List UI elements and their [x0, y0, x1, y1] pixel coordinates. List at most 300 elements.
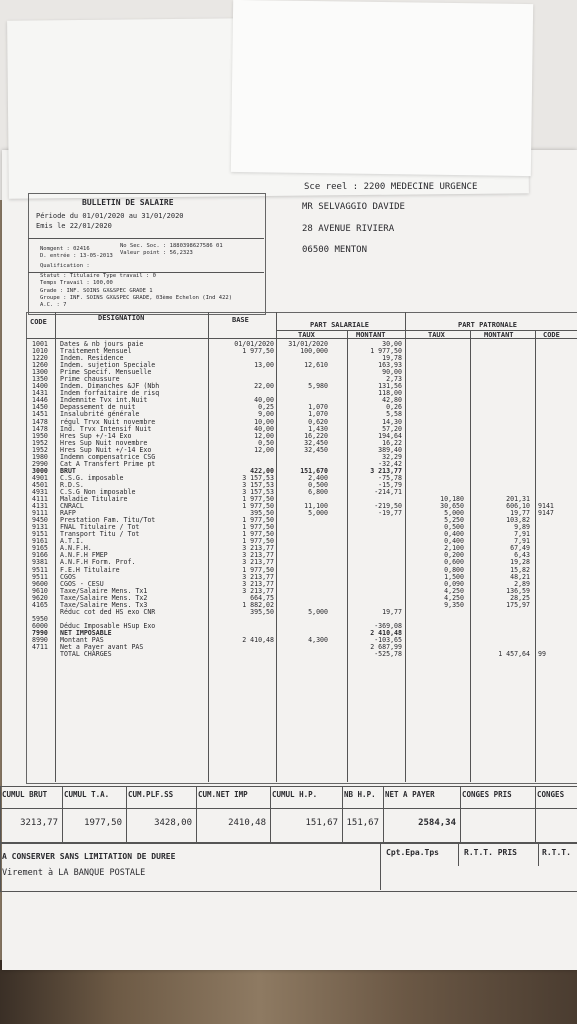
code_pat-cell: [538, 623, 576, 630]
codes-cell: 9600: [32, 579, 48, 588]
montant_sal-cell: 0,26: [386, 403, 402, 412]
bases-cell: 2 410,48: [242, 635, 274, 644]
bases-cell: 1 977,50: [242, 523, 274, 532]
code_pat-cell: [538, 524, 576, 531]
bases-cell: [210, 651, 274, 658]
designations-cell: Traitement Mensuel: [60, 347, 132, 356]
montant_pat-cell: 48,21: [510, 572, 530, 581]
montant_pat-cell: [472, 383, 530, 390]
montant_sal-cell: 30,00: [382, 340, 402, 348]
taux_sal-cell: 16,220: [304, 431, 328, 440]
total-value: 151,67: [346, 818, 379, 828]
period-text: Période du 01/01/2020 au 31/01/2020: [36, 212, 184, 220]
codes-cell: 4711: [32, 643, 48, 652]
taux_pat-cell: [408, 426, 464, 433]
designations-cell: TOTAL CHARGES: [60, 650, 112, 659]
montant_pat-cell: [472, 630, 530, 637]
designations-cell: Indem. Dimanches &JF (Nbh: [60, 382, 160, 391]
codes-cell: 9111: [32, 509, 48, 518]
montant_pat-cell: [472, 637, 530, 644]
montant-patronal-column: [472, 341, 530, 658]
codes-cell: 9381: [32, 558, 48, 567]
montant_pat-cell: [472, 447, 530, 454]
designations-cell: CGOS: [60, 572, 76, 581]
designations-cell: Prime Specif. Mensuelle: [60, 368, 152, 377]
montant_pat-cell: [472, 404, 530, 411]
bases-cell: 422,00: [250, 466, 274, 475]
montant_pat-cell: [472, 461, 530, 468]
designations-cell: Indemnite Tvx int.Nuit: [60, 396, 148, 405]
col-line: [405, 312, 406, 782]
codes-cell: 4131: [32, 502, 48, 511]
designations-cell: C.S.G. imposable: [60, 473, 124, 482]
montant_pat-cell: 175,97: [506, 600, 530, 609]
service-text: Sce reel : 2200 MEDECINE URGENCE: [304, 182, 478, 192]
montant_pat-cell: 2,89: [514, 579, 530, 588]
montant_sal-cell: 1 977,50: [370, 347, 402, 356]
taux_sal-cell: 12,610: [304, 361, 328, 370]
codes-cell: 4931: [32, 487, 48, 496]
designations-cell: Cat A Transfert Prime pt: [60, 459, 156, 468]
taux_pat-cell: [408, 397, 464, 404]
bases-cell: 1 977,50: [242, 530, 274, 539]
total-label: NET A PAYER: [385, 790, 435, 799]
codes-cell: 1431: [32, 389, 48, 398]
col-line: [535, 330, 536, 782]
total-value: 1977,50: [84, 818, 122, 828]
montant_pat-cell: [472, 355, 530, 362]
groupe: Groupe : INF. SOINS GX&SPEC GRADE, 03ème Echelon (Ind 422): [40, 295, 233, 301]
col-header-base: BASE: [232, 316, 249, 324]
code_pat-cell: [538, 426, 576, 433]
montant_sal-cell: [350, 545, 402, 552]
montant_pat-cell: [472, 376, 530, 383]
montant_pat-cell: [472, 348, 530, 355]
code_pat-cell: [538, 538, 576, 545]
col-line: [55, 312, 56, 782]
codes-cell: 1450: [32, 403, 48, 412]
designations-cell: Prestation Fam. Titu/Tot: [60, 516, 156, 525]
designations-cell: Dates & nb jours paie: [60, 340, 144, 348]
codes-cell: 1400: [32, 382, 48, 391]
code_pat-cell: [538, 595, 576, 602]
taux_sal-cell: 11,100: [304, 502, 328, 511]
total-label: CUM.NET IMP: [198, 790, 248, 799]
code_pat-cell: [538, 581, 576, 588]
taux_sal-cell: 32,450: [304, 438, 328, 447]
bases-cell: [210, 369, 274, 376]
codes-cell: 9151: [32, 530, 48, 539]
codes-cell: 6000: [32, 621, 48, 630]
montant_sal-cell: -32,42: [378, 459, 402, 468]
designations-cell: Indem forfaitaire de risq: [60, 389, 160, 398]
total-label: CUMUL H.P.: [272, 790, 318, 799]
designations-cell: CGOS - CESU: [60, 579, 104, 588]
code_pat-cell: [538, 616, 576, 623]
montant_sal-cell: 19,78: [382, 354, 402, 363]
montant_sal-cell: 2 410,48: [370, 628, 402, 637]
designations-cell: R.D.S.: [60, 480, 84, 489]
taux_sal-cell: [278, 651, 328, 658]
montant_sal-cell: 2,73: [386, 375, 402, 384]
temps-travail: Temps Travail : 100,00: [40, 280, 113, 286]
taux_pat-cell: 0,400: [444, 530, 464, 539]
address-line: 28 AVENUE RIVIERA: [302, 224, 395, 234]
codes-cell: 4901: [32, 473, 48, 482]
designations-cell: Réduc cot ded HS exo CNR: [60, 607, 156, 616]
designations-cell: CNRACL: [60, 502, 84, 511]
taux_sal-cell: [278, 552, 328, 559]
montant_pat-cell: 606,10: [506, 502, 530, 511]
code_pat-cell: [538, 355, 576, 362]
montant_pat-cell: [472, 411, 530, 418]
code_pat-cell: 9141: [538, 502, 554, 511]
taux_pat-cell: [408, 447, 464, 454]
col-header-taux-pat: TAUX: [428, 331, 445, 339]
designations-cell: Montant PAS: [60, 635, 104, 644]
designations-cell: Indem. sujetion Speciale: [60, 361, 156, 370]
montant_pat-cell: 67,49: [510, 544, 530, 553]
taux_pat-cell: [408, 376, 464, 383]
code_pat-cell: [538, 482, 576, 489]
taux_pat-cell: [408, 341, 464, 348]
designations-cell: C.S.G Non imposable: [60, 487, 136, 496]
bases-cell: 3 213,77: [242, 551, 274, 560]
codes-cell: 9166: [32, 551, 48, 560]
taux_sal-cell: [278, 524, 328, 531]
bases-cell: 01/01/2020: [234, 340, 274, 348]
taux_sal-cell: [278, 531, 328, 538]
code_pat-cell: [538, 433, 576, 440]
montant_pat-cell: [472, 468, 530, 475]
bases-cell: 3 213,77: [242, 558, 274, 567]
totals-col-line: [460, 786, 461, 842]
codes-cell: 1350: [32, 375, 48, 384]
montant_sal-cell: 19,77: [382, 607, 402, 616]
taux_pat-cell: 10,180: [440, 495, 464, 504]
grade: Grade : INF. SOINS GX&SPEC GRADE 1: [40, 288, 153, 294]
taux_sal-cell: 31/01/2020: [288, 340, 328, 348]
code-column: [32, 341, 54, 651]
taux_sal-cell: 0,500: [308, 480, 328, 489]
bases-cell: 1 977,50: [242, 502, 274, 511]
rtt-pris-text: R.T.T. PRIS: [464, 848, 517, 857]
designations-cell: Taxe/Salaire Mens. Tx2: [60, 593, 148, 602]
montant_pat-cell: [472, 433, 530, 440]
sub-header-line: [276, 330, 577, 331]
taux_sal-cell: 0,620: [308, 417, 328, 426]
taux_sal-cell: [278, 454, 328, 461]
totals-col-line: [383, 786, 384, 842]
taux_sal-cell: 2,400: [308, 473, 328, 482]
taux_pat-cell: 0,090: [444, 579, 464, 588]
bases-cell: 395,50: [250, 509, 274, 518]
montant_pat-cell: [472, 397, 530, 404]
taux_pat-cell: [408, 362, 464, 369]
montant_sal-cell: 131,56: [378, 382, 402, 391]
code_pat-cell: [538, 489, 576, 496]
total-value: 2584,34: [418, 818, 456, 828]
codes-cell: 1980: [32, 452, 48, 461]
taux_sal-cell: 6,800: [308, 487, 328, 496]
taux_sal-cell: 100,000: [300, 347, 328, 356]
total-label: CUMUL T.A.: [64, 790, 110, 799]
total-label: CONGES PRIS: [462, 790, 512, 799]
taux_sal-cell: [278, 538, 328, 545]
designations-cell: Transport Titu / Tot: [60, 530, 140, 539]
bases-cell: 3 157,53: [242, 487, 274, 496]
taux-salarial-column: [278, 341, 328, 658]
totals-col-line: [196, 786, 197, 842]
total-value: 151,67: [305, 818, 338, 828]
taux_pat-cell: [408, 461, 464, 468]
montant_pat-cell: [472, 454, 530, 461]
bases-cell: [210, 623, 274, 630]
code_pat-cell: [538, 609, 576, 616]
montant_sal-cell: 194,64: [378, 431, 402, 440]
codes-cell: 1952: [32, 445, 48, 454]
designations-cell: Insalubrité générale: [60, 410, 140, 419]
payslip-title: BULLETIN DE SALAIRE: [82, 198, 174, 207]
taux_pat-cell: 0,500: [444, 523, 464, 532]
designations-cell: A.N.F.H FMEP: [60, 551, 108, 560]
montant_pat-cell: 19,28: [510, 558, 530, 567]
code_pat-cell: [538, 552, 576, 559]
codes-cell: 4111: [32, 495, 48, 504]
montant_sal-cell: 2 687,99: [370, 643, 402, 652]
taux_sal-cell: 4,300: [308, 635, 328, 644]
montant_pat-cell: 28,25: [510, 593, 530, 602]
bases-cell: 395,50: [250, 607, 274, 616]
code_pat-cell: [538, 637, 576, 644]
montant_pat-cell: 6,43: [514, 551, 530, 560]
bases-cell: [210, 644, 274, 651]
montant_sal-cell: [350, 595, 402, 602]
designations-cell: Maladie Titulaire: [60, 495, 128, 504]
bases-cell: 0,25: [258, 403, 274, 412]
codes-cell: 9161: [32, 537, 48, 546]
total-label: CUM.PLF.SS: [128, 790, 174, 799]
qualification: Qualification :: [40, 263, 90, 269]
code_pat-cell: [538, 545, 576, 552]
designations-cell: NET IMPOSABLE: [60, 628, 112, 637]
bases-cell: [210, 616, 274, 623]
taux_pat-cell: [408, 651, 464, 658]
taux_pat-cell: 0,400: [444, 537, 464, 546]
taux_sal-cell: [278, 595, 328, 602]
taux_pat-cell: [408, 644, 464, 651]
taux_pat-cell: [408, 454, 464, 461]
bases-cell: 12,00: [254, 445, 274, 454]
codes-cell: 8990: [32, 635, 48, 644]
taux_sal-cell: 5,000: [308, 607, 328, 616]
montant_sal-cell: -15,79: [378, 480, 402, 489]
codes-cell: 1446: [32, 396, 48, 405]
taux_sal-cell: 1,430: [308, 424, 328, 433]
codes-cell: 9511: [32, 572, 48, 581]
designations-cell: régul Trvx Nuit novembre: [60, 417, 156, 426]
conserver-text: A CONSERVER SANS LIMITATION DE DUREE: [2, 852, 176, 861]
montant_pat-cell: [472, 609, 530, 616]
montant_pat-cell: 136,59: [506, 586, 530, 595]
code_pat-cell: [538, 461, 576, 468]
montant_pat-cell: [472, 390, 530, 397]
bases-cell: 1 882,02: [242, 600, 274, 609]
footer-divider: [538, 842, 539, 866]
code_pat-cell: [538, 404, 576, 411]
taux_pat-cell: [408, 468, 464, 475]
code_pat-cell: [538, 468, 576, 475]
bases-cell: 40,00: [254, 424, 274, 433]
city-line: 06500 MENTON: [302, 245, 368, 255]
col-header-designation: DESIGNATION: [98, 314, 145, 322]
montant_sal-cell: 5,58: [386, 410, 402, 419]
montant_sal-cell: [350, 574, 402, 581]
taux_pat-cell: 4,250: [444, 593, 464, 602]
montant_sal-cell: 389,40: [378, 445, 402, 454]
bases-cell: 664,75: [250, 593, 274, 602]
designations-cell: Depassement de nuit: [60, 403, 136, 412]
designations-cell: Net a Payer avant PAS: [60, 643, 144, 652]
designations-cell: A.T.I.: [60, 537, 84, 546]
bases-cell: 1 977,50: [242, 537, 274, 546]
montant_sal-cell: 32,29: [382, 452, 402, 461]
taux_pat-cell: 0,600: [444, 558, 464, 567]
code_pat-cell: [538, 559, 576, 566]
totals-divider: [0, 808, 577, 809]
bases-cell: 3 213,77: [242, 572, 274, 581]
montant_pat-cell: [472, 426, 530, 433]
codes-cell: 5950: [32, 614, 48, 623]
montant_sal-cell: -75,78: [378, 473, 402, 482]
montant_pat-cell: [472, 369, 530, 376]
montant_pat-cell: 1 457,64: [498, 650, 530, 659]
montant_sal-cell: [350, 531, 402, 538]
taux_pat-cell: [408, 482, 464, 489]
code_pat-cell: [538, 419, 576, 426]
code_pat-cell: [538, 362, 576, 369]
code_pat-cell: [538, 475, 576, 482]
designations-cell: Hres Sup +/-14 Exo: [60, 431, 132, 440]
bases-cell: 1 977,50: [242, 495, 274, 504]
montant_sal-cell: 90,00: [382, 368, 402, 377]
virement-text: Virement à LA BANQUE POSTALE: [2, 868, 146, 878]
codes-cell: 7990: [32, 628, 48, 637]
taux_sal-cell: [278, 623, 328, 630]
designations-cell: FNAL Titulaire / Tot: [60, 523, 140, 532]
overlapping-paper-top: [231, 0, 533, 176]
designations-cell: A.N.F.H Form. Prof.: [60, 558, 136, 567]
codes-cell: 1478: [32, 424, 48, 433]
montant_sal-cell: [350, 588, 402, 595]
taux_sal-cell: [278, 588, 328, 595]
statut: Statut : Titulaire Type travail : 0: [40, 273, 156, 279]
code_pat-cell: 99: [538, 650, 546, 659]
codes-cell: 1260: [32, 361, 48, 370]
bases-cell: 3 213,77: [242, 544, 274, 553]
total-label: CUMUL BRUT: [2, 790, 48, 799]
bases-cell: 3 213,77: [242, 586, 274, 595]
montant_sal-cell: -219,50: [374, 502, 402, 511]
cpt-epa-text: Cpt.Epa.Tps: [386, 848, 439, 857]
taux_sal-cell: 1,070: [308, 410, 328, 419]
code_pat-cell: [538, 411, 576, 418]
montant_pat-cell: 201,31: [506, 495, 530, 504]
montant_pat-cell: 19,77: [510, 509, 530, 518]
taux_pat-cell: [408, 609, 464, 616]
taux_pat-cell: [408, 616, 464, 623]
designations-cell: Indemn compensatrice CSG: [60, 452, 156, 461]
montant_pat-cell: 15,82: [510, 565, 530, 574]
montant_pat-cell: 7,91: [514, 537, 530, 546]
taux_pat-cell: 0,200: [444, 551, 464, 560]
montant_pat-cell: [472, 362, 530, 369]
totals-col-line: [62, 786, 63, 842]
taux_pat-cell: [408, 630, 464, 637]
totals-col-line: [342, 786, 343, 842]
employee-name: MR SELVAGGIO DAVIDE: [302, 202, 405, 212]
taux_pat-cell: [408, 390, 464, 397]
code_pat-cell: [538, 348, 576, 355]
taux_sal-cell: [278, 517, 328, 524]
taux_pat-cell: 1,500: [444, 572, 464, 581]
codes-cell: 1220: [32, 354, 48, 363]
codes-cell: 3000: [32, 466, 48, 475]
codes-cell: 4165: [32, 600, 48, 609]
montant_sal-cell: [350, 524, 402, 531]
montant_pat-cell: 103,82: [506, 516, 530, 525]
montant_pat-cell: 9,89: [514, 523, 530, 532]
taux_pat-cell: 5,000: [444, 509, 464, 518]
designations-cell: Déduc Imposable HSup Exo: [60, 621, 156, 630]
totals-col-line: [270, 786, 271, 842]
taux_sal-cell: 1,070: [308, 403, 328, 412]
montant_sal-cell: [350, 559, 402, 566]
point-value: Valeur point : 56,2323: [120, 250, 193, 256]
designations-cell: Ind. Trvx Intensif Nuit: [60, 424, 152, 433]
taux_pat-cell: [408, 419, 464, 426]
montant_sal-cell: 42,80: [382, 396, 402, 405]
montant_sal-cell: [350, 567, 402, 574]
codes-cell: 1010: [32, 347, 48, 356]
montant_sal-cell: [350, 581, 402, 588]
montant_sal-cell: -214,71: [374, 487, 402, 496]
taux_pat-cell: [408, 440, 464, 447]
totals-col-line: [535, 786, 536, 842]
total-value: 3213,77: [20, 818, 58, 828]
taux_sal-cell: [278, 369, 328, 376]
designations-cell: Hres Sup Nuit +/-14 Exo: [60, 445, 152, 454]
base-column: [210, 341, 274, 658]
total-value: 2410,48: [228, 818, 266, 828]
montant_sal-cell: 118,00: [378, 389, 402, 398]
designations-cell: A.N.F.H.: [60, 544, 92, 553]
designations-cell: Taxe/Salaire Mens. Tx1: [60, 586, 148, 595]
bases-cell: 13,00: [254, 361, 274, 370]
total-label: CONGES: [537, 790, 565, 799]
codes-cell: 1952: [32, 438, 48, 447]
code_pat-cell: [538, 390, 576, 397]
entry-date: D. entrée : 13-05-2013: [40, 253, 113, 259]
codes-cell: 1300: [32, 368, 48, 377]
divider: [28, 238, 264, 239]
footer-divider: [380, 842, 381, 890]
code_pat-cell: [538, 454, 576, 461]
footer-divider: [458, 842, 459, 866]
taux_sal-cell: [278, 581, 328, 588]
col-header-part-patronale: PART PATRONALE: [458, 321, 518, 329]
taux_pat-cell: [408, 433, 464, 440]
